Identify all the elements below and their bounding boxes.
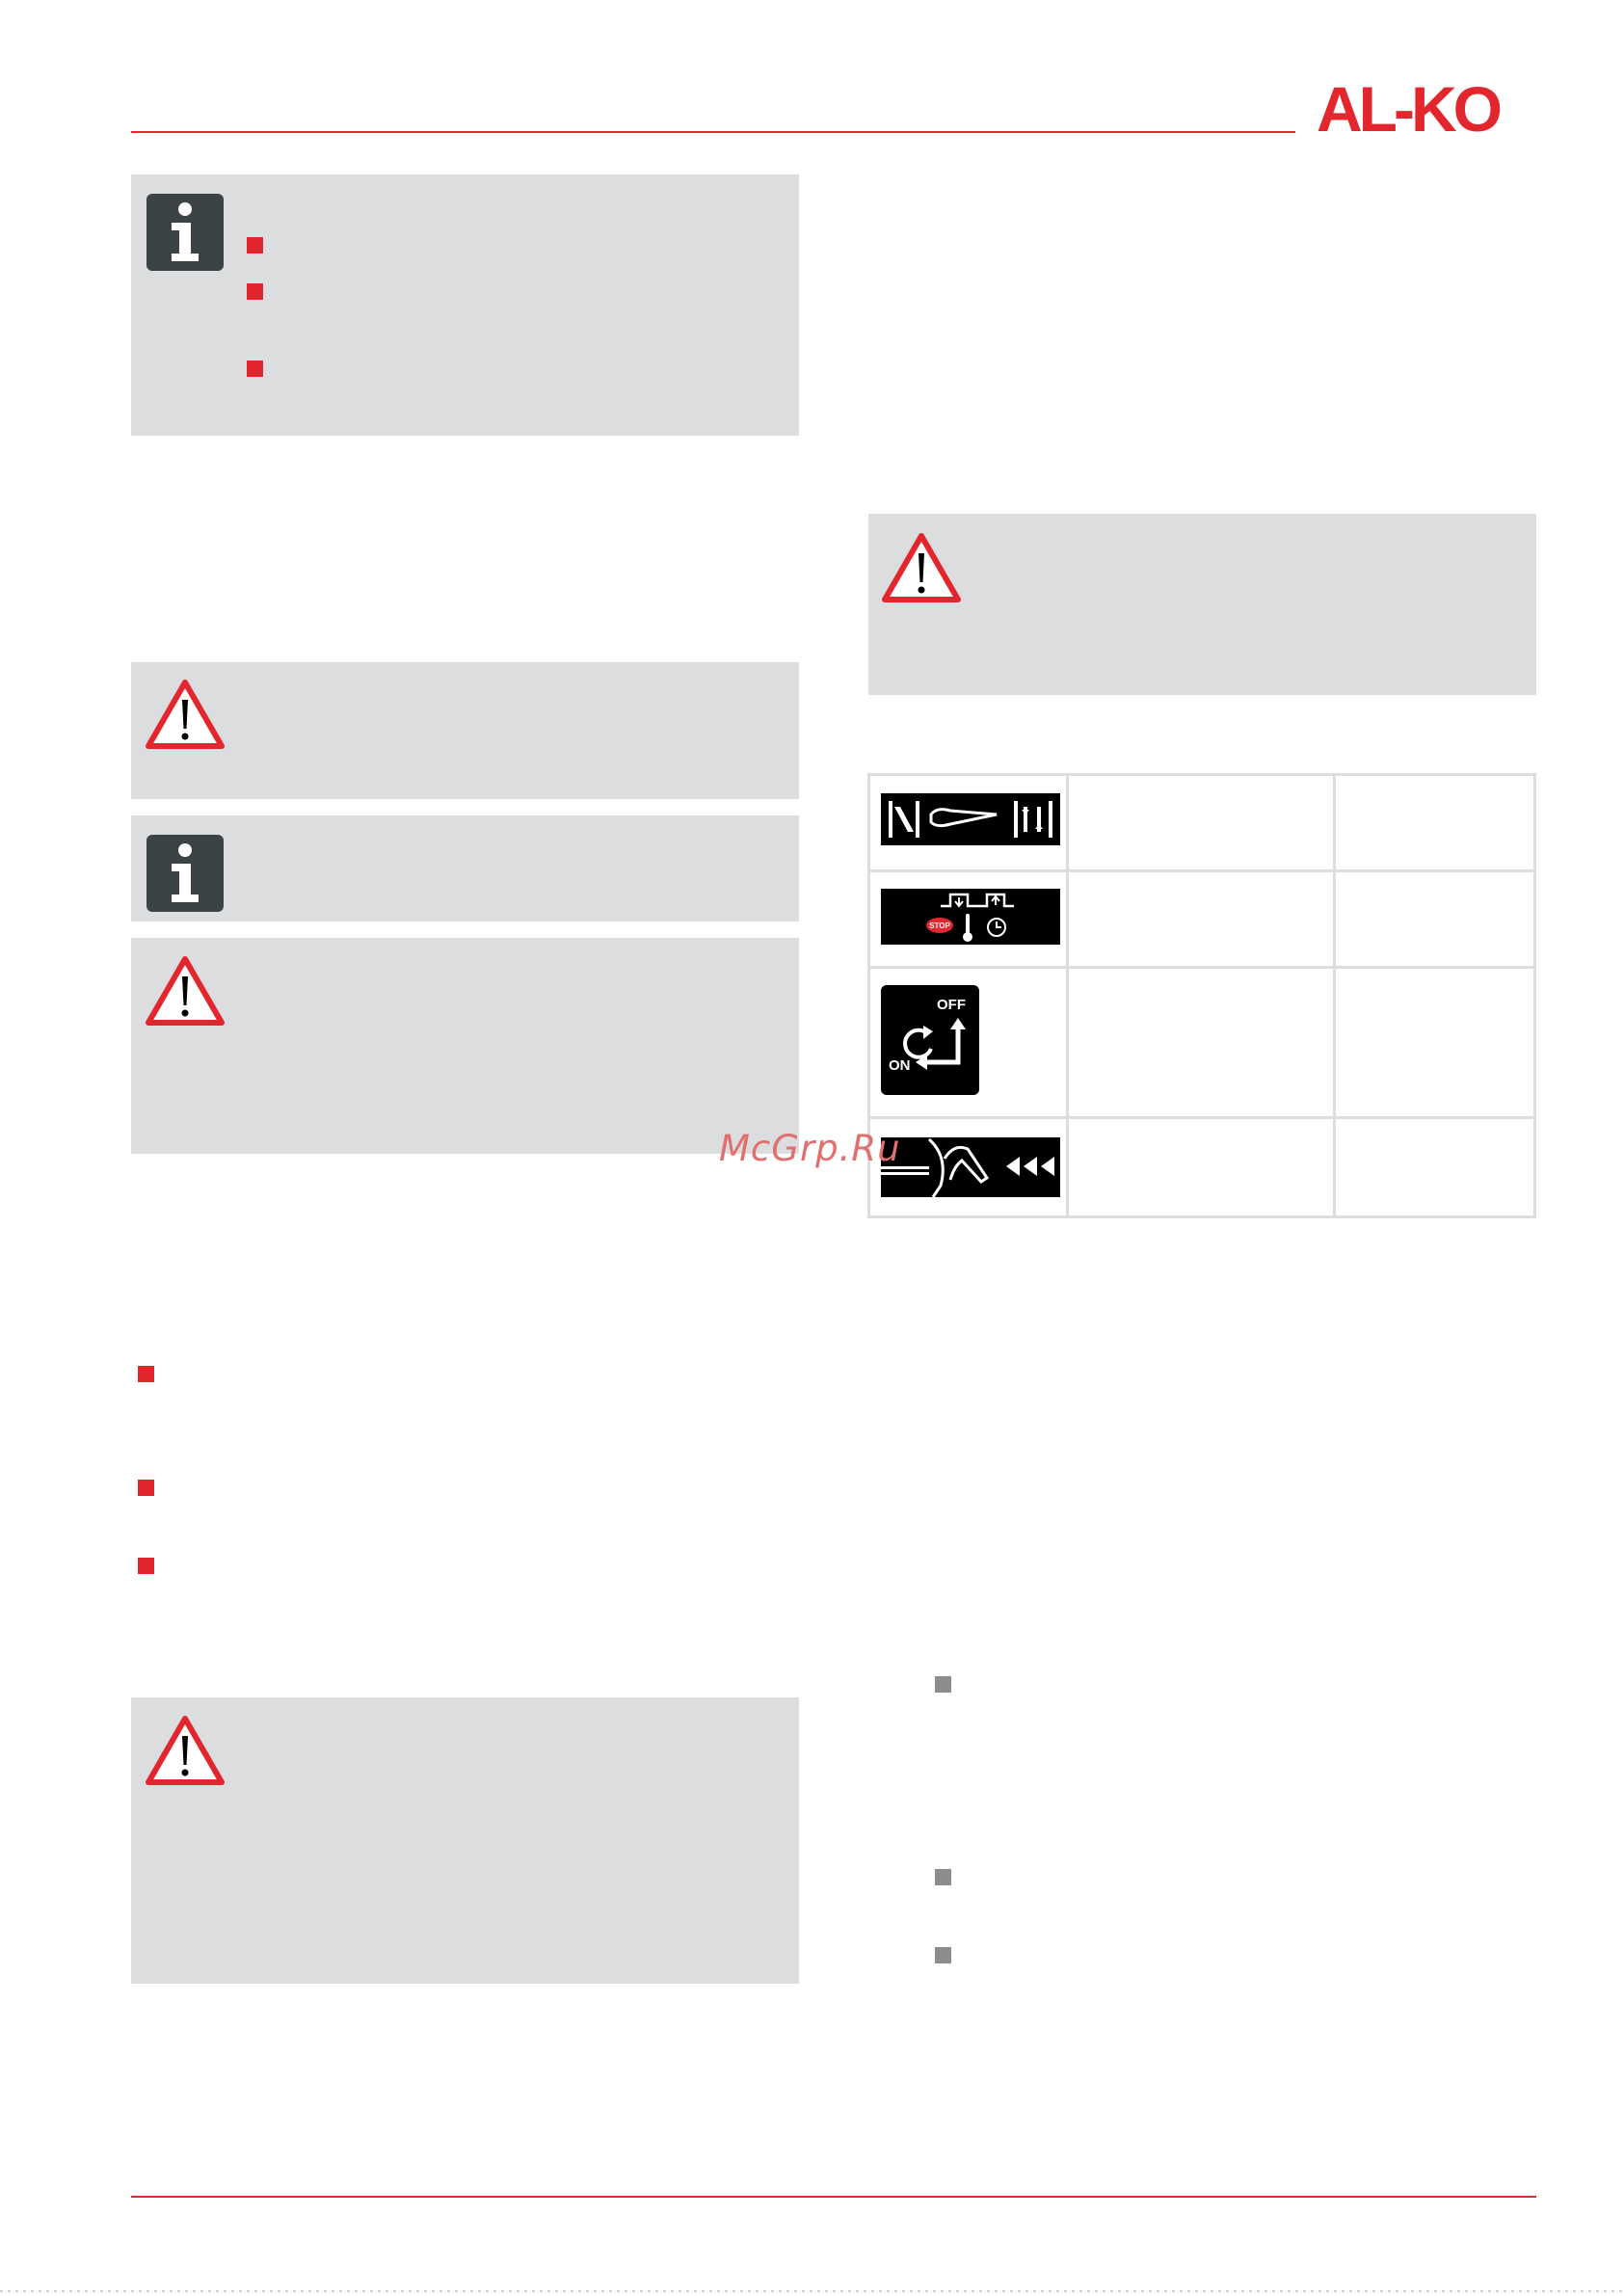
svg-text:OFF: OFF bbox=[937, 997, 966, 1013]
warning-triangle-icon bbox=[145, 1715, 226, 1786]
warning-note-box bbox=[868, 514, 1536, 695]
on-off-switch-symbol bbox=[881, 985, 979, 1095]
svg-text:STOP: STOP bbox=[929, 921, 950, 930]
blade-danger-symbol bbox=[881, 1137, 1060, 1197]
header-rule bbox=[131, 131, 1295, 133]
sub-bullet bbox=[935, 1947, 951, 1963]
alko-logo bbox=[1317, 77, 1538, 137]
footer-rule bbox=[131, 2196, 1536, 2198]
sub-bullet bbox=[935, 1676, 951, 1693]
bullet bbox=[247, 237, 263, 254]
svg-text:ON: ON bbox=[889, 1057, 911, 1074]
warning-triangle-icon bbox=[145, 955, 226, 1027]
bullet bbox=[138, 1558, 154, 1574]
footer-dotted-line bbox=[0, 2286, 1624, 2296]
info-note-box bbox=[131, 174, 799, 436]
bullet bbox=[247, 283, 263, 300]
table-row-divider bbox=[867, 966, 1536, 969]
warning-triangle-icon bbox=[145, 679, 226, 750]
svg-text:AL-KO: AL-KO bbox=[1317, 77, 1499, 137]
table-row-divider bbox=[867, 1116, 1536, 1119]
table-row-divider bbox=[867, 869, 1536, 872]
table-column-divider bbox=[1333, 773, 1336, 1218]
warning-note-box bbox=[131, 938, 799, 1154]
grass-cutting-height-symbol bbox=[881, 793, 1060, 845]
bullet bbox=[138, 1480, 154, 1496]
info-note-box bbox=[131, 815, 799, 921]
bullet bbox=[138, 1366, 154, 1382]
warning-note-box bbox=[131, 1697, 799, 1984]
warning-triangle-icon bbox=[881, 532, 962, 603]
bullet bbox=[247, 360, 263, 377]
sub-bullet bbox=[935, 1869, 951, 1885]
watermark: McGrp.Ru bbox=[719, 1128, 901, 1169]
warning-note-box bbox=[131, 662, 799, 799]
stop-temperature-timer-symbol bbox=[881, 889, 1060, 945]
info-icon bbox=[146, 835, 224, 912]
info-icon bbox=[146, 194, 224, 271]
table-column-divider bbox=[1066, 773, 1069, 1218]
